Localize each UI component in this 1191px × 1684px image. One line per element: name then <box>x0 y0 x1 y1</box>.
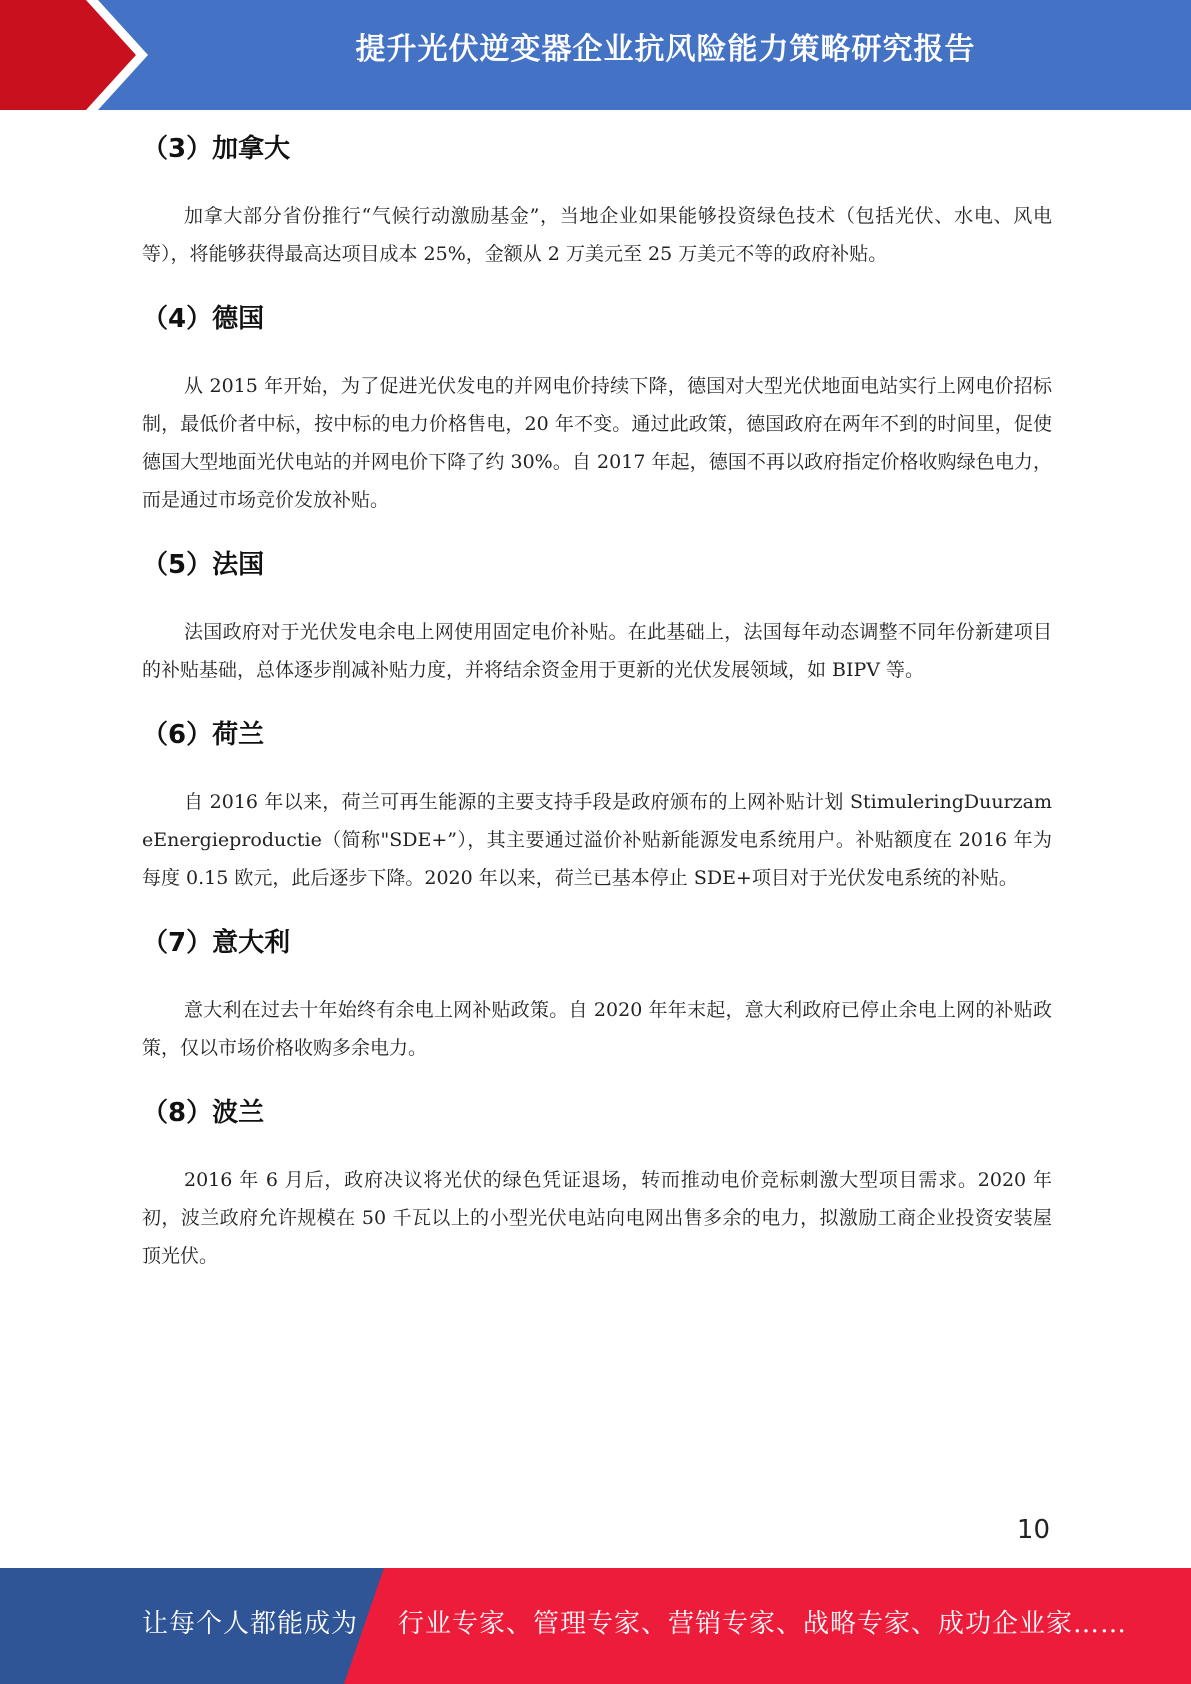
section-paragraph: 加拿大部分省份推行“气候行动激励基金”，当地企业如果能够投资绿色技术（包括光伏、水电、风电等），将能够获得最高达项目成本 25%，金额从 2 万美元至 25 万美元不等的政府补贴。 <box>142 205 1052 265</box>
section-netherlands <box>142 711 1052 897</box>
section-heading: （4）德国 <box>142 304 265 334</box>
header-banner <box>0 0 1191 110</box>
section-germany <box>142 295 1052 519</box>
footer-slogan-right: 行业专家、管理专家、营销专家、战略专家、成功企业家…… <box>398 1609 1128 1639</box>
section-heading: （8）波兰 <box>142 1098 265 1128</box>
section-heading: （5）法国 <box>142 550 265 580</box>
section-italy <box>142 919 1052 1067</box>
footer-slogan-left: 让每个人都能成为 <box>142 1609 359 1639</box>
section-paragraph: 法国政府对于光伏发电余电上网使用固定电价补贴。在此基础上，法国每年动态调整不同年份新建项目的补贴基础，总体逐步削减补贴力度，并将结余资金用于更新的光伏发展领域，如 BIPV 等。 <box>142 621 1052 681</box>
section-paragraph: 自 2016 年以来，荷兰可再生能源的主要支持手段是政府颁布的上网补贴计划 StimuleringDuurzameEnergieproductie（简称"SDE+”），其主要通过溢价补贴新能源发电系统用户。补贴额度在 2016 年为每度 0.15 欧元，此后逐步下降。2020 年以来，荷兰已基本停止 SDE+项目对于光伏发电系统的补贴。 <box>142 791 1052 889</box>
footer-banner <box>0 1568 1191 1684</box>
page-number: 10 <box>1016 1515 1050 1545</box>
section-canada <box>142 125 1052 273</box>
section-paragraph: 意大利在过去十年始终有余电上网补贴政策。自 2020 年年末起，意大利政府已停止余电上网的补贴政策，仅以市场价格收购多余电力。 <box>142 999 1052 1059</box>
section-paragraph: 从 2015 年开始，为了促进光伏发电的并网电价持续下降，德国对大型光伏地面电站实行上网电价招标制，最低价者中标，按中标的电力价格售电，20 年不变。通过此政策，德国政府在两年不到的时间里，促使德国大型地面光伏电站的并网电价下降了约 30%。自 2017 年起，德国不再以政府指定价格收购绿色电力，而是通过市场竞价发放补贴。 <box>142 375 1052 511</box>
section-heading: （7）意大利 <box>142 928 291 958</box>
section-heading: （3）加拿大 <box>142 134 291 164</box>
section-france <box>142 541 1052 689</box>
main-content <box>142 125 1052 1297</box>
section-paragraph: 2016 年 6 月后，政府决议将光伏的绿色凭证退场，转而推动电价竞标刺激大型项目需求。2020 年初，波兰政府允许规模在 50 千瓦以上的小型光伏电站向电网出售多余的电力，拟激励工商企业投资安装屋顶光伏。 <box>142 1169 1052 1267</box>
section-poland <box>142 1089 1052 1275</box>
section-heading: （6）荷兰 <box>142 720 265 750</box>
document-title: 提升光伏逆变器企业抗风险能力策略研究报告 <box>355 32 976 67</box>
